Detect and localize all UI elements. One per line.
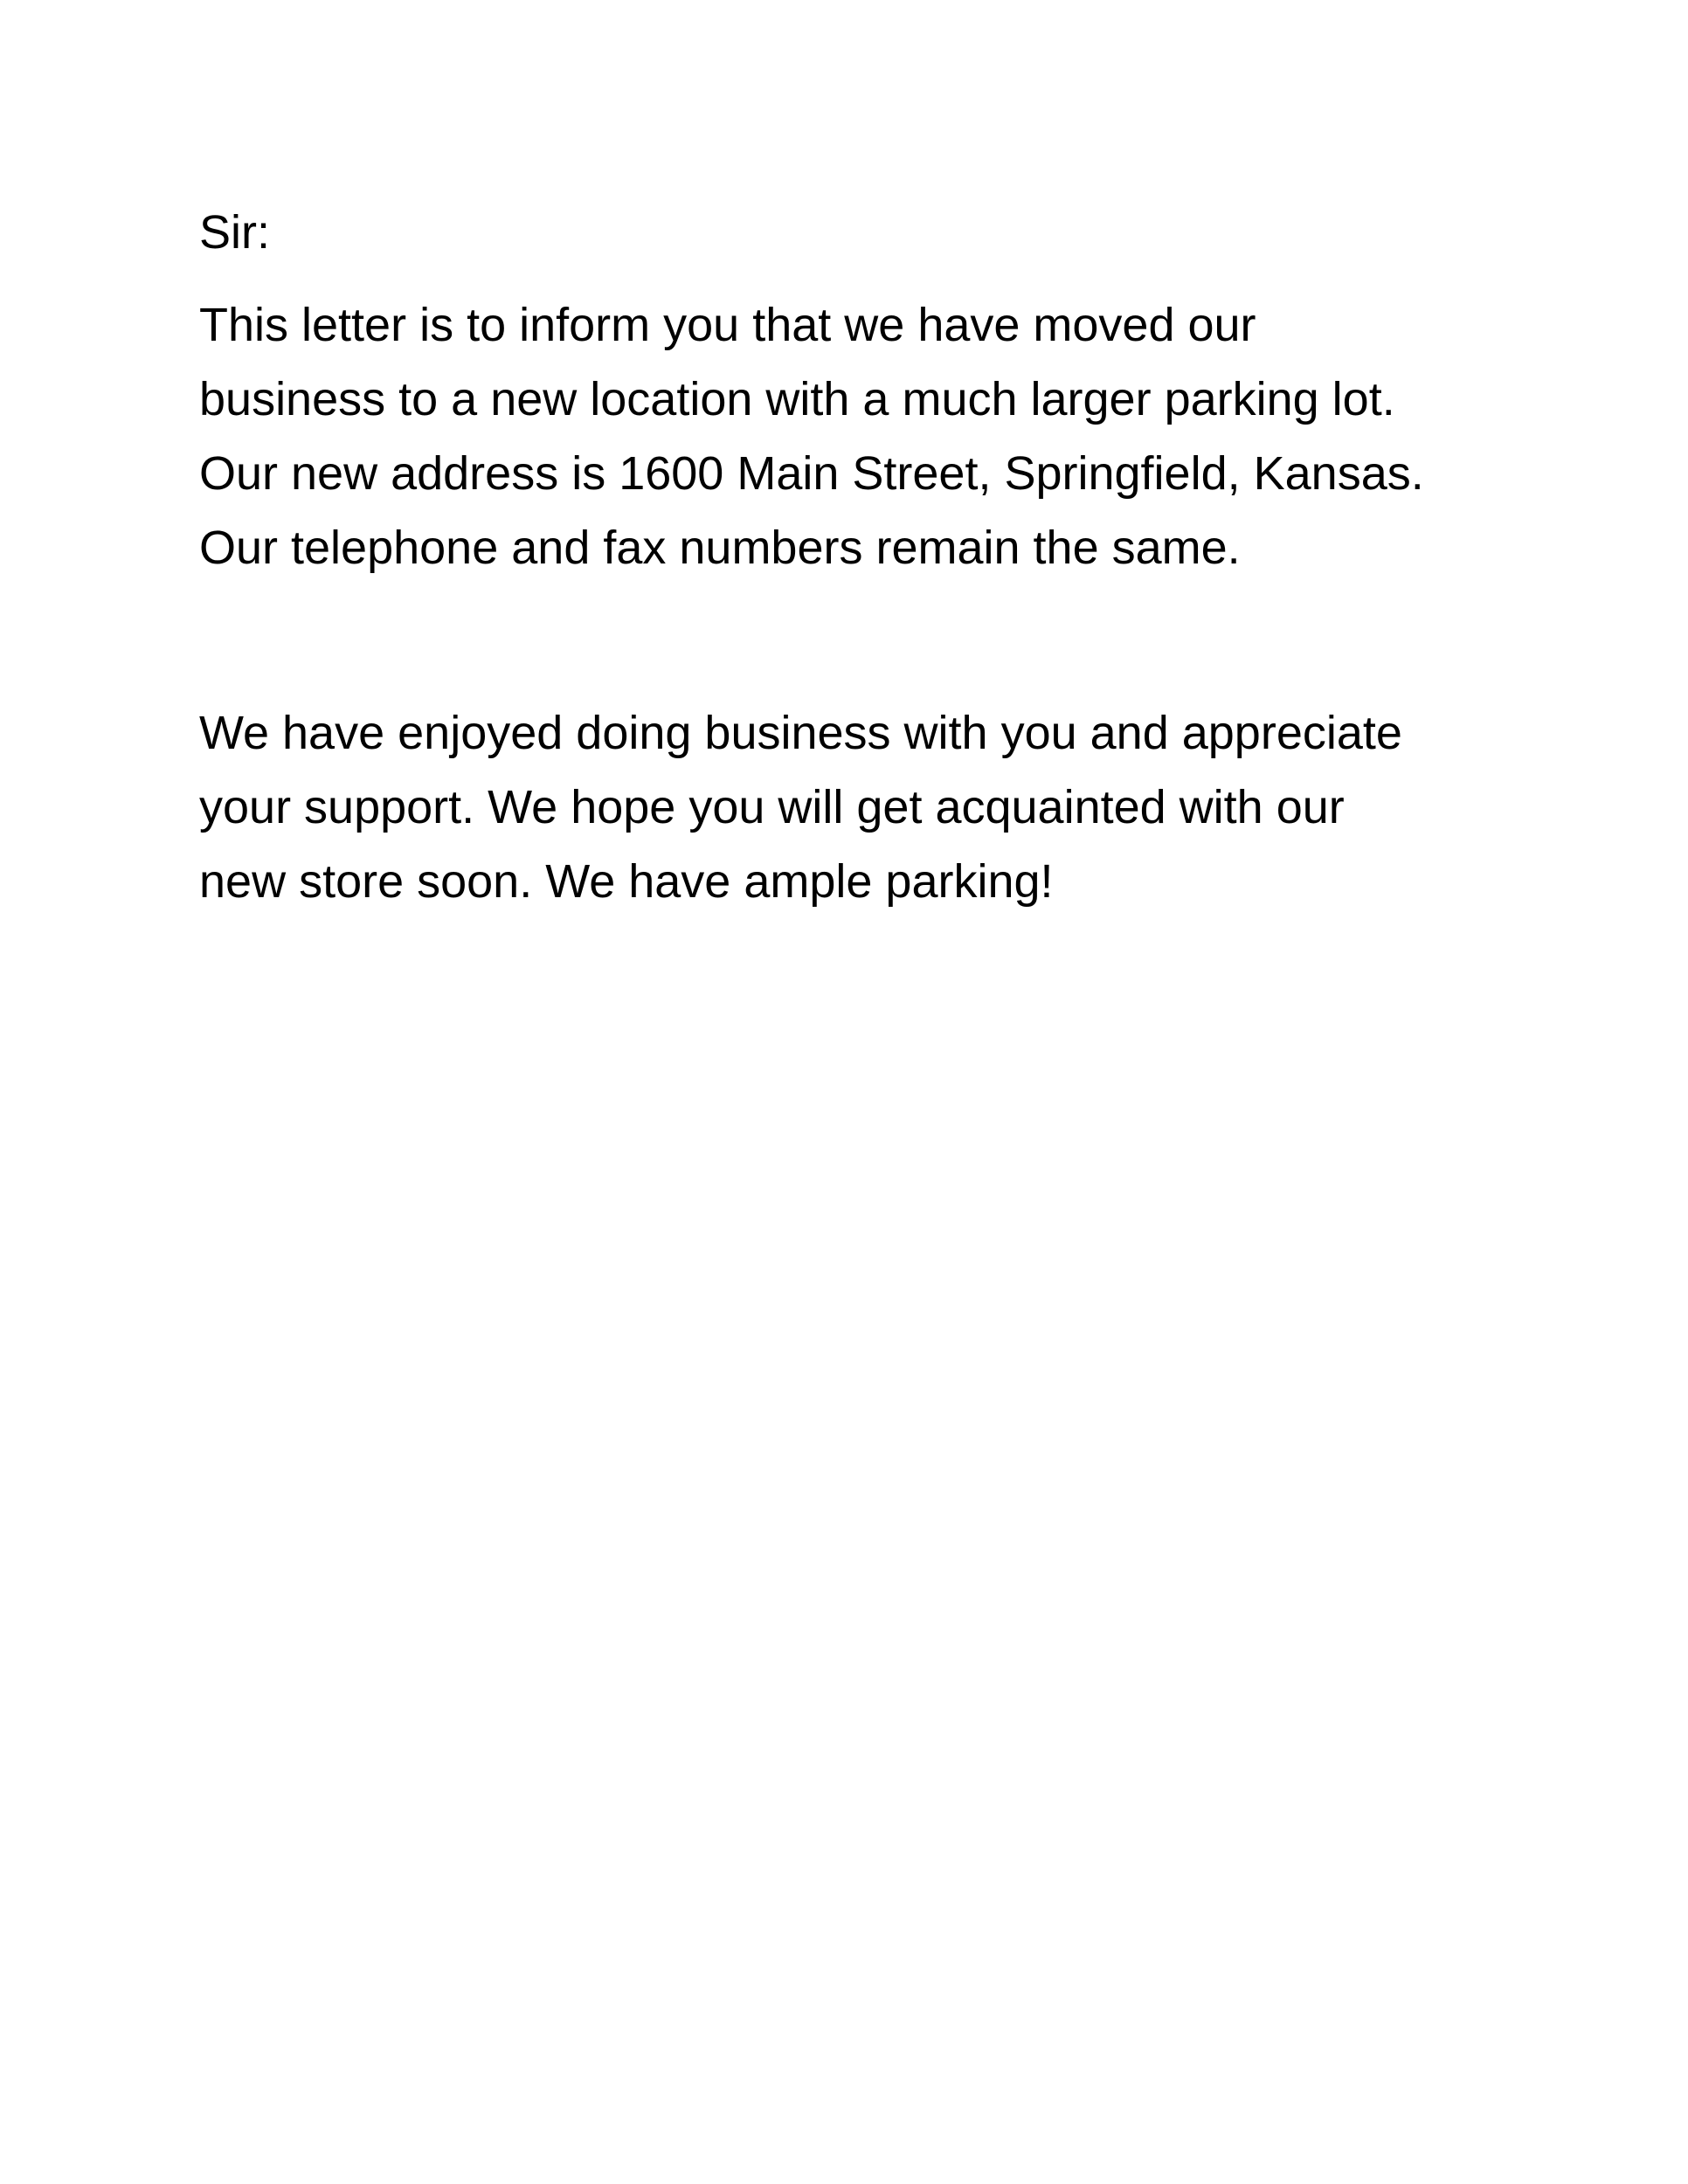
text-line: We have enjoyed doing business with you and appreciate xyxy=(199,707,1402,759)
text-line: your support. We hope you will get acquainted with our xyxy=(199,781,1345,833)
text-line: Our telephone and fax numbers remain the same. xyxy=(199,522,1241,574)
text-line: new store soon. We have ample parking! xyxy=(199,855,1054,908)
text-line: business to a new location with a much larger parking lot. xyxy=(199,373,1395,425)
paragraph-appreciation xyxy=(199,696,1562,919)
text-line: Our new address is 1600 Main Street, Springfield, Kansas. xyxy=(199,447,1424,500)
salutation: Sir: xyxy=(199,206,270,259)
letter-body xyxy=(199,196,1562,937)
blank-line xyxy=(199,604,1562,678)
text-line: This letter is to inform you that we have moved our xyxy=(199,299,1256,351)
paragraph-move-notice xyxy=(199,288,1562,585)
